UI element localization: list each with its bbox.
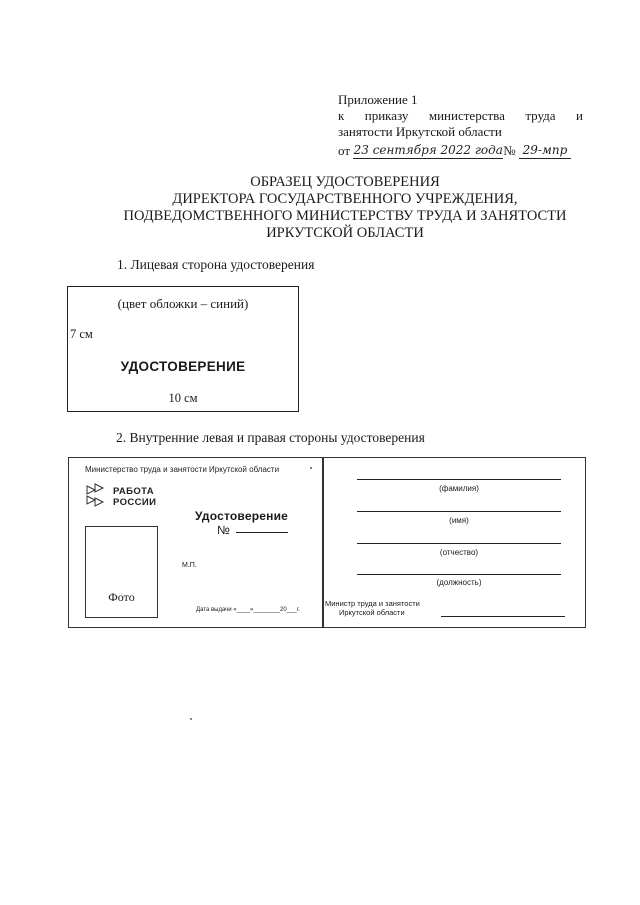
appendix-ministry-line: занятости Иркутской области <box>338 124 502 139</box>
handwritten-date: 23 сентября 2022 года <box>353 143 503 157</box>
appendix-word: министерства <box>428 108 505 123</box>
cover-sample <box>67 286 299 412</box>
title-line: ДИРЕКТОРА ГОСУДАРСТВЕННОГО УЧРЕЖДЕНИЯ, <box>172 191 518 207</box>
from-label: от <box>338 143 351 158</box>
appendix-word: труда <box>525 108 556 123</box>
number-underline <box>236 532 288 533</box>
appendix-date-line <box>338 142 583 159</box>
inner-spread-sample <box>68 457 586 628</box>
scan-speck <box>190 718 192 720</box>
appendix-word: приказу <box>364 108 409 123</box>
position-label: (должность) <box>436 578 482 587</box>
cover-color-note: (цвет обложки – синий) <box>117 296 249 311</box>
surname-line <box>357 479 561 480</box>
cover-title: УДОСТОВЕРЕНИЕ <box>120 359 246 374</box>
photo-label: Фото <box>108 590 135 604</box>
logo-line: РОССИИ <box>113 497 157 508</box>
minister-line: Министр труда и занятости <box>325 599 420 608</box>
number-sign: № <box>503 143 516 158</box>
appendix-order-line <box>338 108 583 124</box>
stamp-place-label: М.П. <box>182 562 197 569</box>
rabota-rossii-logo-icon <box>83 482 111 508</box>
minister-signature-line <box>441 616 565 617</box>
inner-number-sign: № <box>217 523 230 537</box>
patronymic-line <box>357 543 561 544</box>
cover-height-label: 7 см <box>70 327 93 341</box>
appendix-word: к <box>338 108 345 123</box>
surname-label: (фамилия) <box>439 484 479 493</box>
inner-number-field <box>217 523 288 537</box>
name-label: (имя) <box>449 516 469 525</box>
issue-date-label: Дата выдачи «____»________20___г. <box>196 607 300 613</box>
logo-text <box>113 486 156 508</box>
title-line: ОБРАЗЕЦ УДОСТОВЕРЕНИЯ <box>250 174 440 190</box>
minister-line: Иркутской области <box>339 608 405 617</box>
inner-doc-title: Удостоверение <box>195 509 289 523</box>
appendix-title: Приложение 1 <box>338 92 418 107</box>
appendix-block <box>338 92 583 159</box>
position-line <box>357 574 561 575</box>
left-ministry-header: Министерство труда и занятости Иркутской области <box>85 465 280 474</box>
name-line <box>357 511 561 512</box>
photo-box <box>85 526 158 618</box>
handwritten-number: 29-мпр <box>519 142 571 159</box>
spread-fold-divider <box>322 458 324 627</box>
section2-heading: 2. Внутренние левая и правая стороны удостоверения <box>116 430 425 445</box>
minister-signature-label <box>325 599 420 617</box>
section1-heading: 1. Лицевая сторона удостоверения <box>117 257 315 272</box>
cover-width-label: 10 см <box>168 391 198 405</box>
logo-line: РАБОТА <box>113 486 155 497</box>
patronymic-label: (отчество) <box>439 548 479 557</box>
scan-dot <box>310 467 312 469</box>
title-line: ИРКУТСКОЙ ОБЛАСТИ <box>266 225 424 241</box>
appendix-word: и <box>576 108 583 123</box>
document-title <box>100 174 590 242</box>
title-line: ПОДВЕДОМСТВЕННОГО МИНИСТЕРСТВУ ТРУДА И ЗАНЯТОСТИ <box>123 208 567 224</box>
